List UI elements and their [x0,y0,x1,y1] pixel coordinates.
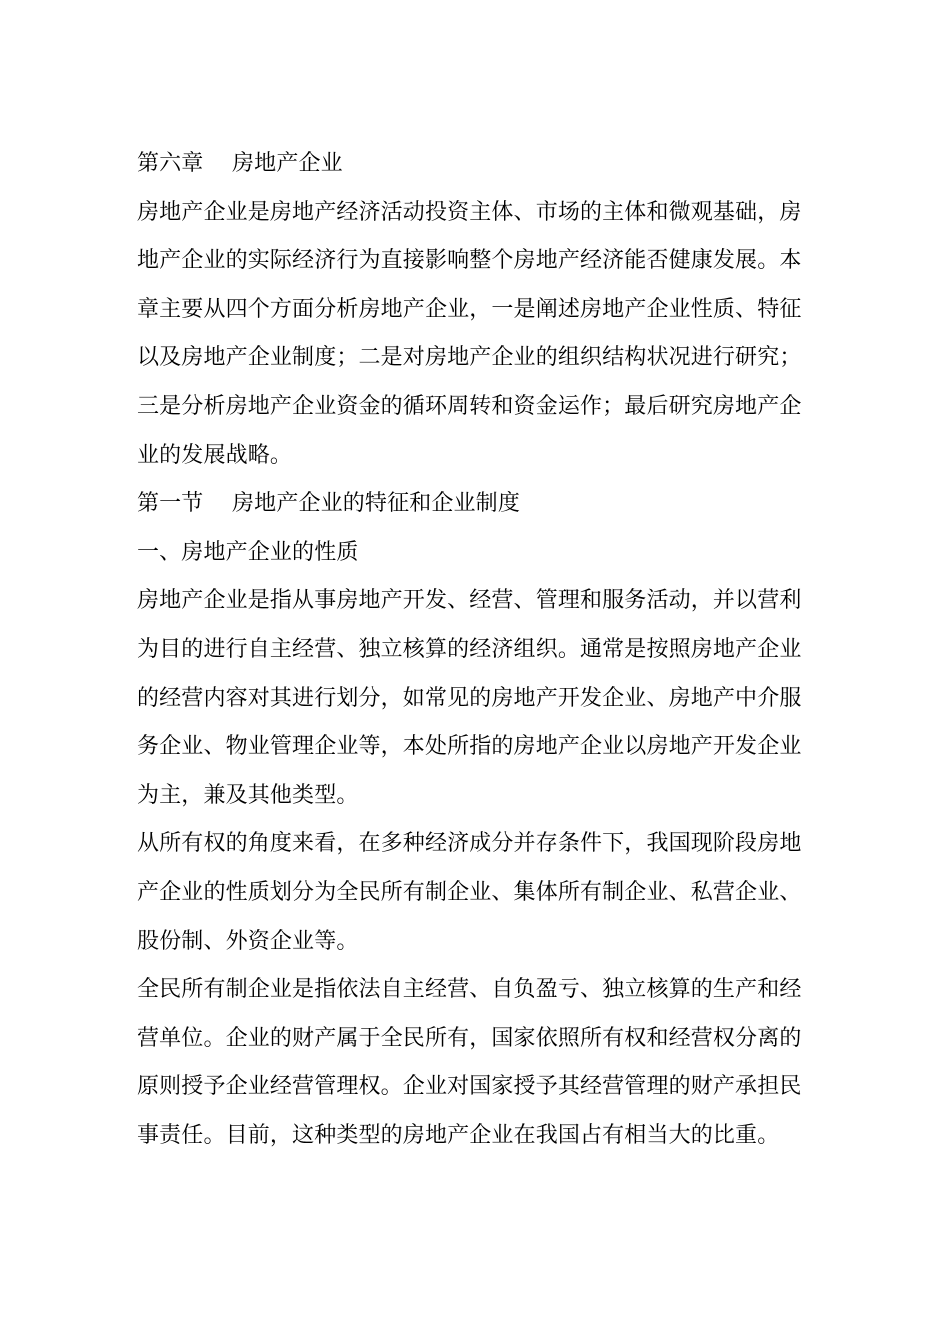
text-line: 为目的进行自主经营、独立核算的经济组织。通常是按照房地产企业 [137,636,802,662]
text-line: 的经营内容对其进行划分，如常见的房地产开发企业、房地产中介服 [137,685,802,711]
text-line: 房地产企业是指从事房地产开发、经营、管理和服务活动，并以营利 [137,588,802,614]
paragraph-definition [137,577,815,820]
text-line: 产企业的性质划分为全民所有制企业、集体所有制企业、私营企业、 [137,879,802,905]
section-heading: 第一节 房地产企业的特征和企业制度 [137,491,520,517]
text-line: 房地产企业是房地产经济活动投资主体、市场的主体和微观基础，房 [137,199,802,225]
text-line: 股份制、外资企业等。 [137,928,359,954]
text-line: 地产企业的实际经济行为直接影响整个房地产经济能否健康发展。本 [137,248,802,274]
intro-paragraph [137,189,815,481]
text-line: 以及房地产企业制度；二是对房地产企业的组织结构状况进行研究； [137,345,802,371]
text-line: 事责任。目前，这种类型的房地产企业在我国占有相当大的比重。 [137,1122,780,1148]
text-line: 三是分析房地产企业资金的循环周转和资金运作；最后研究房地产企 [137,393,802,419]
text-line: 营单位。企业的财产属于全民所有，国家依照所有权和经营权分离的 [137,1025,802,1051]
text-line: 为主，兼及其他类型。 [137,782,359,808]
text-line: 从所有权的角度来看，在多种经济成分并存条件下，我国现阶段房地 [137,831,802,857]
text-line: 务企业、物业管理企业等，本处所指的房地产企业以房地产开发企业 [137,734,802,760]
paragraph-state-owned [137,966,815,1160]
text-line: 章主要从四个方面分析房地产企业，一是阐述房地产企业性质、特征 [137,296,802,322]
chapter-heading: 第六章 房地产企业 [137,151,343,176]
paragraph-ownership [137,820,815,966]
document-body [137,140,815,1160]
subsection-heading: 一、房地产企业的性质 [137,539,359,565]
text-line: 业的发展战略。 [137,442,293,468]
text-line: 全民所有制企业是指依法自主经营、自负盈亏、独立核算的生产和经 [137,977,802,1003]
text-line: 原则授予企业经营管理权。企业对国家授予其经营管理的财产承担民 [137,1074,802,1100]
